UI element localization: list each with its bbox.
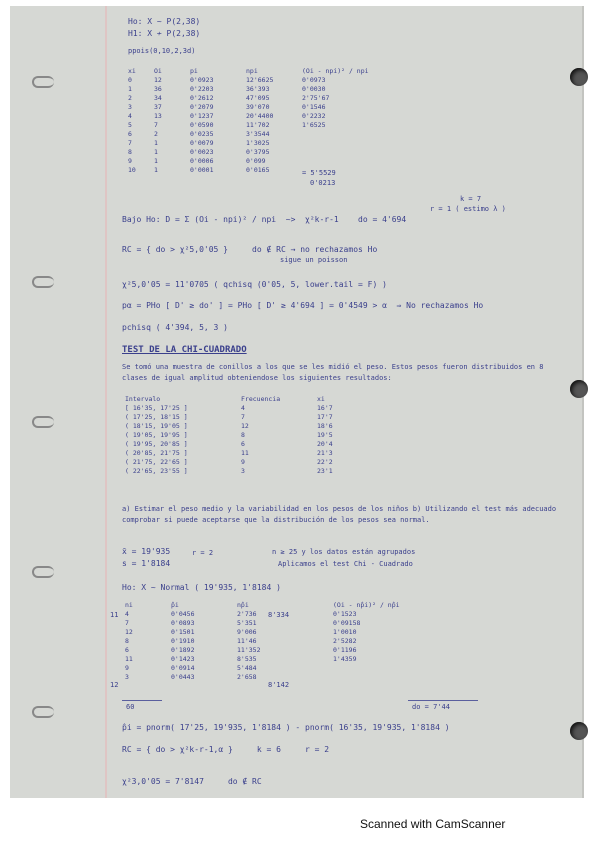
table-header-cell: xi	[317, 394, 325, 403]
table-cell	[299, 156, 395, 165]
table-cell: 0'0914	[171, 663, 195, 672]
table-header-cell: Oi	[154, 66, 162, 75]
table-cell: 0'0893	[171, 618, 195, 627]
table-row	[122, 645, 446, 654]
table-header-cell: (Oi - np̂i)² / np̂i	[333, 600, 400, 609]
table-header-row	[122, 600, 446, 609]
table-cell: 12	[241, 421, 249, 430]
table-cell: 0'09158	[333, 618, 361, 627]
ppois-line: ppois(0,10,2,3d)	[128, 47, 196, 55]
table-row	[122, 466, 380, 475]
table-cell: 21'3	[317, 448, 333, 457]
h1-line: H1: X ≁ P(2,38)	[128, 29, 201, 38]
table-cell: 0'1237	[190, 111, 214, 120]
table-cell	[299, 138, 395, 147]
table-cell	[299, 129, 395, 138]
table-cell: 1	[154, 156, 158, 165]
table-header-cell: Intervalo	[125, 394, 161, 403]
table-row	[122, 618, 446, 627]
table-row	[125, 111, 395, 120]
table-cell: 12	[154, 75, 162, 84]
ring-mark	[32, 706, 54, 718]
table-header-cell: np̂i	[237, 600, 249, 609]
total-n: 60	[126, 703, 135, 711]
table-cell: 34	[154, 93, 162, 102]
table-header-row	[122, 394, 380, 403]
binder-hole-bottom	[570, 722, 588, 740]
table-cell: 2'658	[237, 672, 257, 681]
table-header-cell: Frecuencia	[241, 394, 281, 403]
table-cell: 1'0010	[333, 627, 357, 636]
section-title: TEST DE LA CHI-CUADRADO	[122, 345, 247, 355]
margin-line	[105, 6, 107, 798]
table-cell: 7	[125, 618, 129, 627]
table-header-cell: xi	[128, 66, 136, 75]
table-row	[122, 672, 446, 681]
poisson-table	[125, 66, 395, 174]
table-cell: 1	[154, 165, 158, 174]
table-row	[122, 663, 446, 672]
table-cell: 11'702	[246, 120, 270, 129]
table-cell: 18'6	[317, 421, 333, 430]
table-cell: 0'0456	[171, 609, 195, 618]
group-n-b: 12	[110, 681, 119, 689]
table-cell: 9	[128, 156, 132, 165]
table-cell: 0'1892	[171, 645, 195, 654]
table-cell: ( 18'15, 19'05 ]	[125, 421, 188, 430]
table-cell	[299, 147, 395, 156]
total-d: do = 7'44	[412, 703, 450, 711]
table-row	[125, 84, 395, 93]
table-row	[125, 75, 395, 84]
table-row	[125, 102, 395, 111]
table-cell: 2	[128, 93, 132, 102]
table-cell: 20'4400	[246, 111, 274, 120]
table-row	[125, 156, 395, 165]
table-cell	[330, 672, 446, 681]
table-cell: 3	[241, 466, 245, 475]
table-cell: 5'484	[237, 663, 257, 672]
table-cell: 47'095	[246, 93, 270, 102]
table-cell: 0'0235	[190, 129, 214, 138]
ring-mark	[32, 416, 54, 428]
sum-rule	[122, 700, 162, 701]
h0-line: Ho: X ~ P(2,38)	[128, 17, 201, 26]
table-header-cell: (Oi - npi)² / npi	[302, 66, 369, 75]
grouped-contrib: 0'0213	[310, 179, 336, 187]
table-cell: 12	[125, 627, 133, 636]
table-cell: 13	[154, 111, 162, 120]
side-note-k: k = 7	[460, 195, 482, 203]
table-cell	[330, 663, 446, 672]
rc2-line: RC = { do > χ²k-r-1,α } k = 6 r = 2	[122, 745, 330, 754]
table-row	[122, 430, 380, 439]
table-header-cell: ni	[125, 600, 133, 609]
table-cell: 1	[154, 147, 158, 156]
table-cell: 8'535	[237, 654, 257, 663]
table-cell: 39'070	[246, 102, 270, 111]
table-cell: 0'1423	[171, 654, 195, 663]
grouped-npi: = 5'5529	[302, 169, 336, 177]
table-cell: 0	[128, 75, 132, 84]
table-row	[122, 412, 380, 421]
table-cell: 0'1546	[302, 102, 326, 111]
table-cell: 0'0006	[190, 156, 214, 165]
table-cell: 0'0001	[190, 165, 214, 174]
table-header-cell: p̂i	[171, 600, 179, 609]
table-cell: 0'2079	[190, 102, 214, 111]
table-cell: 20'4	[317, 439, 333, 448]
table-header-row	[125, 66, 395, 75]
final-line: χ²3,0'05 = 7'8147 do ∉ RC	[122, 777, 262, 786]
table-row	[122, 636, 446, 645]
table-cell: 36'393	[246, 84, 270, 93]
table-cell: 0'2203	[190, 84, 214, 93]
table-cell: 7	[128, 138, 132, 147]
table-cell: 11	[241, 448, 249, 457]
pnorm-line: p̂i = pnorm( 17'25, 19'935, 1'8184 ) - pnorm( 16'35, 19'935, 1'8184 )	[122, 723, 450, 732]
table-cell: 1'3025	[246, 138, 270, 147]
pchisq-line: pchisq ( 4'394, 5, 3 )	[122, 323, 228, 332]
table-cell: 0'0165	[246, 165, 270, 174]
table-row	[125, 129, 395, 138]
table-cell: 0'0443	[171, 672, 195, 681]
table-cell: [ 16'35, 17'25 ]	[125, 403, 188, 412]
table-row	[125, 147, 395, 156]
table-cell: 9	[241, 457, 245, 466]
table-cell: 2'5282	[333, 636, 357, 645]
table-row	[125, 138, 395, 147]
table-cell: 2	[154, 129, 158, 138]
table-cell: 4	[128, 111, 132, 120]
table-cell: 6	[241, 439, 245, 448]
table-cell: 11	[125, 654, 133, 663]
ring-mark	[32, 276, 54, 288]
table-cell: 1'6525	[302, 120, 326, 129]
scanned-page	[10, 6, 584, 798]
table-cell: 11'46	[237, 636, 257, 645]
table-row	[122, 654, 446, 663]
table-cell: 23'1	[317, 466, 333, 475]
table-cell: 0'099	[246, 156, 266, 165]
table-cell: 9	[125, 663, 129, 672]
table-cell: 17'7	[317, 412, 333, 421]
interval-table	[122, 394, 380, 475]
rc-line-2: sigue un poisson	[280, 256, 348, 264]
table-cell: ( 19'95, 20'85 ]	[125, 439, 188, 448]
table-cell: 0'1523	[333, 609, 357, 618]
table-cell: 4	[241, 403, 245, 412]
table-cell: 2'75'67	[302, 93, 330, 102]
table-header-cell: npi	[246, 66, 258, 75]
table-cell: 0'0973	[302, 75, 326, 84]
binder-hole-middle	[570, 380, 588, 398]
table-cell: 0'1196	[333, 645, 357, 654]
table-cell: 4	[125, 609, 129, 618]
table-cell: 3	[128, 102, 132, 111]
chi-value-line: χ²5,0'05 = 11'0705 ( qchisq (0'05, 5, lower.tail = F) )	[122, 280, 387, 289]
binder-hole-top	[570, 68, 588, 86]
table-row	[122, 403, 380, 412]
table-cell: 19'5	[317, 430, 333, 439]
table-cell: 0'2612	[190, 93, 214, 102]
ring-mark	[32, 566, 54, 578]
group-b-value: 8'142	[268, 681, 290, 689]
table-cell: 0'1910	[171, 636, 195, 645]
mean-estimate: x̄ = 19'935	[122, 547, 171, 556]
table-cell: 2'736	[237, 609, 257, 618]
table-cell: 0'0023	[190, 147, 214, 156]
table-cell: 0'0030	[302, 84, 326, 93]
table-cell: 0'0923	[190, 75, 214, 84]
table-cell: ( 21'75, 22'65 ]	[125, 457, 188, 466]
table-cell: 5	[128, 120, 132, 129]
pvalue-line: pα = PHo [ D' ≥ do' ] = PHo [ D' ≥ 4'694 ] = 0'4549 > α ⇒ No rechazamos Ho	[122, 301, 484, 310]
table-cell: 16'7	[317, 403, 333, 412]
note-test: Aplicamos el test Chi - Cuadrado	[278, 560, 413, 568]
table-cell: 11'352	[237, 645, 261, 654]
table-cell: 6	[128, 129, 132, 138]
group-n-a: 11	[110, 611, 119, 619]
table-cell: 3'3544	[246, 129, 270, 138]
table-cell: 7	[154, 120, 158, 129]
table-cell: 9'006	[237, 627, 257, 636]
table-row	[122, 421, 380, 430]
table-cell: 5'351	[237, 618, 257, 627]
table-cell: 8	[128, 147, 132, 156]
table-cell: 8	[241, 430, 245, 439]
sum-rule	[408, 700, 478, 701]
table-cell: ( 19'05, 19'95 ]	[125, 430, 188, 439]
table-cell: 12'6625	[246, 75, 274, 84]
table-cell: 8	[125, 636, 129, 645]
r-estimate: r = 2	[192, 549, 214, 557]
table-cell: 1	[154, 138, 158, 147]
table-cell: 36	[154, 84, 162, 93]
ring-mark	[32, 76, 54, 88]
table-cell: 0'2232	[302, 111, 326, 120]
table-row	[125, 120, 395, 129]
table-cell: 22'2	[317, 457, 333, 466]
table-cell: 1	[128, 84, 132, 93]
table-cell: ( 17'25, 18'15 ]	[125, 412, 188, 421]
table-cell: 1'4359	[333, 654, 357, 663]
rc-line: RC = { do > χ²5,0'05 } do ∉ RC → no rechazamos Ho	[122, 245, 378, 254]
note-n: n ≥ 25 y los datos están agrupados	[272, 548, 416, 556]
normal-h0: Ho: X ~ Normal ( 19'935, 1'8184 )	[122, 583, 281, 592]
table-row	[122, 457, 380, 466]
table-cell: 7	[241, 412, 245, 421]
table-cell: 10	[128, 165, 136, 174]
table-cell: 0'0079	[190, 138, 214, 147]
question-text: a) Estimar el peso medio y la variabilidad en los pesos de los niños b) Utilizando el test más adecuado comprobar si puede aceptarse que la distribución de los pesos sea normal.	[122, 505, 557, 524]
table-row	[125, 93, 395, 102]
table-cell: 6	[125, 645, 129, 654]
intro-text: Se tomó una muestra de conillos a los que se les midió el peso. Estos pesos fueron distribuidos en 8 clases de igual amplitud obteniendose los siguientes resultados:	[122, 363, 544, 382]
table-row	[122, 627, 446, 636]
formula-d: Bajo Ho: D = Σ (Oi - npi)² / npi ~> χ²k-r-1 do = 4'694	[122, 215, 407, 224]
group-a-value: 8'334	[268, 611, 290, 619]
sd-estimate: s = 1'8184	[122, 559, 171, 568]
table-cell: 37	[154, 102, 162, 111]
table-cell: 3	[125, 672, 129, 681]
table-row	[122, 448, 380, 457]
table-row	[122, 439, 380, 448]
table-header-cell: pi	[190, 66, 198, 75]
scanner-watermark: Scanned with CamScanner	[360, 817, 506, 831]
table-cell: 0'1501	[171, 627, 195, 636]
side-note-r: r = 1 ( estimo λ )	[430, 205, 506, 213]
table-cell: 0'3795	[246, 147, 270, 156]
table-cell: 0'0590	[190, 120, 214, 129]
table-row	[125, 165, 395, 174]
table-cell: ( 20'85, 21'75 ]	[125, 448, 188, 457]
table-cell: ( 22'65, 23'55 ]	[125, 466, 188, 475]
